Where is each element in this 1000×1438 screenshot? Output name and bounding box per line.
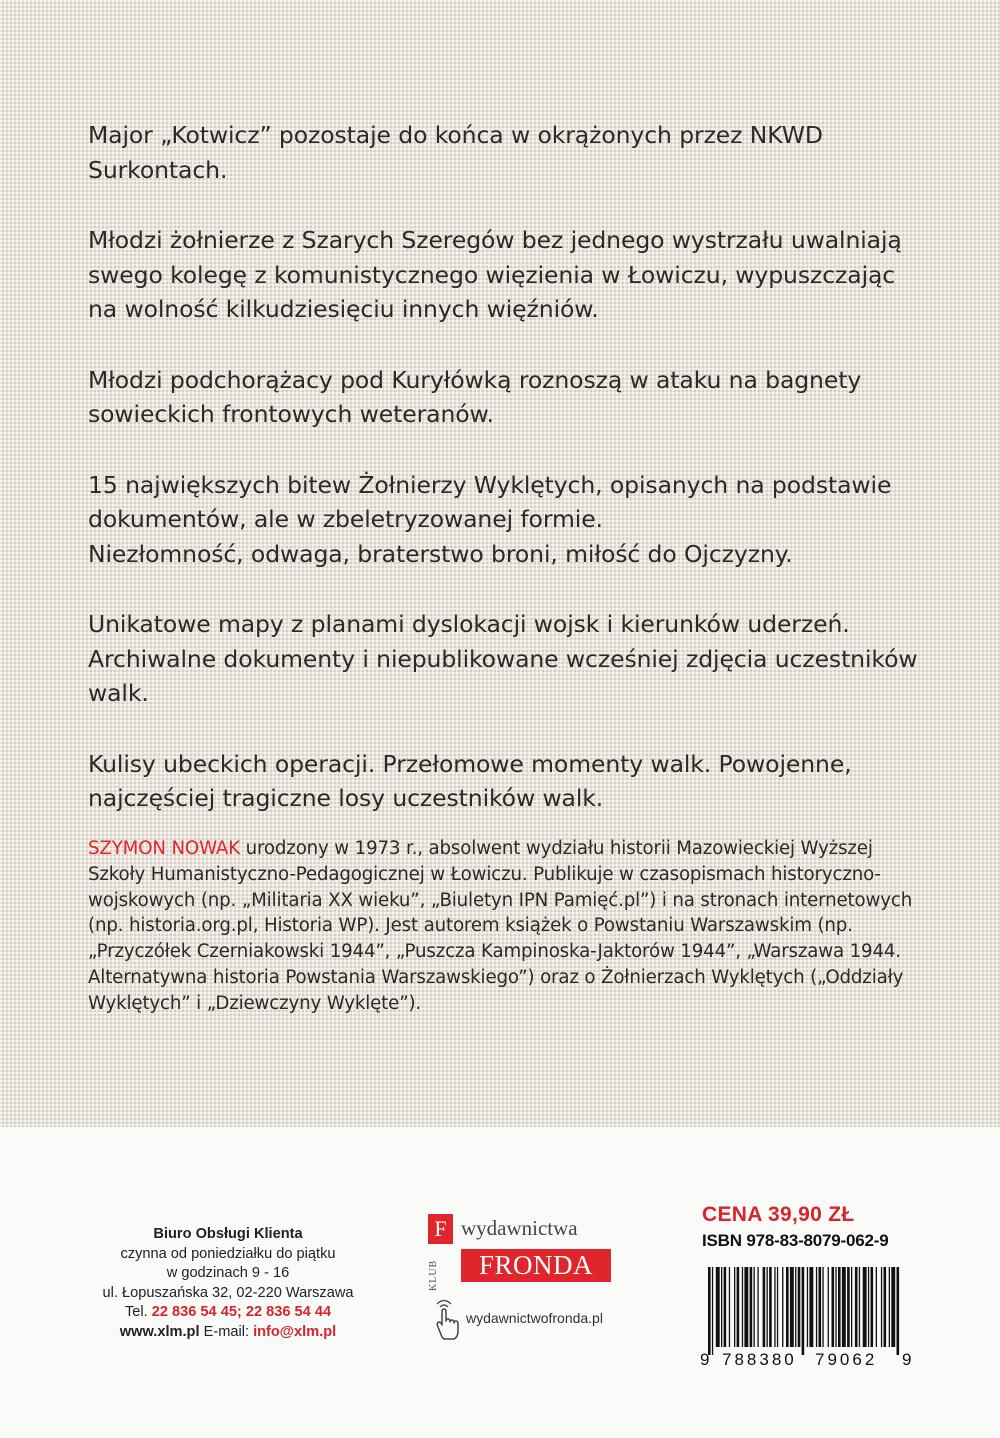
email-link[interactable]: info@xlm.pl	[253, 1323, 337, 1340]
barcode-bar	[855, 1267, 858, 1347]
barcode-bar	[891, 1267, 895, 1347]
blurb-paragraph: Młodzi podchorążacy pod Kuryłówką roznoszą w ataku na bagnety sowieckich frontowych weteranów.	[88, 365, 862, 428]
barcode-bar	[757, 1267, 758, 1347]
barcode-bar	[734, 1267, 735, 1347]
barcode-bar	[729, 1267, 730, 1347]
isbn-label: ISBN 978-83-8079-062-9	[702, 1231, 889, 1250]
publisher-logo	[420, 1205, 620, 1345]
barcode-bar	[790, 1267, 794, 1347]
barcode	[700, 1267, 920, 1375]
barcode-bar	[763, 1267, 766, 1347]
blurb-paragraph: Major „Kotwicz” pozostaje do końca w okrążonych przez NKWD Surkontach.	[88, 121, 823, 184]
barcode-bar	[832, 1267, 835, 1347]
blurb-paragraph	[88, 607, 918, 711]
barcode-bar	[863, 1267, 867, 1347]
barcode-bar	[897, 1267, 900, 1355]
email-label: E-mail:	[203, 1323, 249, 1340]
blurb-paragraph: Młodzi żołnierze z Szarych Szeregów bez jednego wystrzału uwalniają swego kolegę z komunistycznego więzienia w Łowiczu, wypuszczając na wolność kilkudziesięciu innych więźniów.	[88, 226, 902, 323]
logo-wydawnictwa: wydawnictwa	[461, 1216, 578, 1240]
barcode-bar	[884, 1267, 887, 1347]
phone-numbers: 22 836 54 45; 22 836 54 44	[151, 1304, 332, 1321]
barcode-bar	[847, 1267, 850, 1347]
blurb-line: 15 największych bitew Żołnierzy Wyklętych, opisanych na podstawie dokumentów, ale w zbeletryzowanej formie.	[88, 470, 892, 533]
customer-service-web	[78, 1323, 378, 1343]
barcode-digit-first: 9	[700, 1350, 710, 1369]
barcode-bar	[754, 1267, 755, 1347]
barcode-bar	[786, 1267, 789, 1347]
barcode-bar	[816, 1267, 817, 1347]
blurb-line: Archiwalne dokumenty i niepublikowane wcześniej zdjęcia uczestników walk.	[88, 644, 918, 707]
barcode-bar	[838, 1267, 841, 1347]
barcode-bar	[807, 1267, 808, 1347]
barcode-bar	[859, 1267, 860, 1347]
blurb-paragraph	[88, 468, 918, 572]
blurb-line: Unikatowe mapy z planami dyslokacji wojsk i kierunków uderzeń.	[88, 610, 850, 638]
blurb-paragraph: Kulisy ubeckich operacji. Przełomowe momenty walk. Powojenne, najczęściej tragiczne losy uczestników walk.	[88, 749, 852, 812]
barcode-bar	[774, 1267, 775, 1347]
barcode-bar	[819, 1267, 822, 1347]
barcode-digits-left: 788380	[722, 1350, 797, 1369]
barcode-bar	[750, 1267, 753, 1347]
price-block	[702, 1203, 922, 1251]
barcode-bar	[828, 1267, 829, 1347]
barcode-bar	[769, 1267, 772, 1347]
barcode-bar	[871, 1267, 874, 1347]
barcode-bar	[777, 1267, 778, 1347]
author-bio-text: urodzony w 1973 r., absolwent wydziału historii Mazowieckiej Wyższej Szkoły Humanistyczno-Pedagogicznej w Łowiczu. Publikuje w czasopismach historyczno-wojskowych (np. „Militaria XX wieku”, „Biuletyn IPN Pamięć.pl”) i na stronach internetowych (np. historia.org.pl, Historia WP). Jest autorem książek o Powstaniu Warszawskim (np. „Przyczółek Czerniakowski 1944”, „Puszcza Kampinoska-Jaktorów 1944”, „Warszawa 1944. Alternatywna historia Powstania Warszawskiego”) oraz o Żołnierzach Wyklętych („Oddziały Wyklętych” i „Dziewczyny Wyklęte”).	[88, 838, 913, 1014]
barcode-bar	[708, 1267, 711, 1355]
publisher-website[interactable]: wydawnictwofronda.pl	[466, 1310, 603, 1326]
logo-fronda: FRONDA	[461, 1249, 611, 1282]
barcode-bar	[737, 1267, 740, 1347]
blurb-line: Niezłomność, odwaga, braterstwo broni, miłość do Ojczyzny.	[88, 539, 793, 568]
price-label: CENA 39,90 ZŁ	[702, 1203, 855, 1226]
barcode-bar	[802, 1267, 805, 1355]
barcode-bar	[795, 1267, 796, 1347]
phone-label: Tel.	[124, 1304, 148, 1321]
logo-klub: KLUB	[428, 1259, 439, 1291]
logo-f-box: F	[428, 1214, 453, 1244]
barcode-digit-last: 9	[902, 1350, 912, 1369]
customer-service-info	[78, 1225, 378, 1343]
customer-service-hours: czynna od poniedziałku do piątku	[120, 1245, 336, 1262]
barcode-bar	[742, 1267, 743, 1347]
bottom-panel	[0, 1127, 1000, 1438]
barcode-bar	[842, 1267, 846, 1347]
barcode-bars	[708, 1267, 900, 1355]
barcode-bar	[716, 1267, 720, 1347]
barcode-bar	[809, 1267, 813, 1347]
barcode-bar	[782, 1267, 783, 1347]
barcode-bar	[712, 1267, 713, 1355]
barcode-bar	[881, 1267, 882, 1347]
customer-service-hours-time: w godzinach 9 - 16	[166, 1265, 290, 1282]
customer-service-phone	[78, 1303, 378, 1323]
author-name: SZYMON NOWAK	[88, 838, 240, 859]
barcode-bar	[724, 1267, 727, 1347]
pointing-hand-icon	[426, 1297, 462, 1341]
author-bio	[88, 836, 918, 1017]
barcode-bar	[876, 1267, 877, 1347]
barcode-digits-right: 79062	[815, 1350, 878, 1369]
barcode-bar	[744, 1267, 748, 1347]
blurb	[88, 118, 918, 816]
barcode-bar	[721, 1267, 722, 1347]
customer-service-title: Biuro Obsługi Klienta	[153, 1226, 303, 1242]
barcode-bar	[822, 1267, 823, 1347]
barcode-bar	[767, 1267, 768, 1347]
website-link[interactable]: www.xlm.pl	[119, 1323, 200, 1340]
barcode-bar	[835, 1267, 836, 1347]
barcode-bar	[798, 1267, 801, 1347]
barcode-bar	[868, 1267, 869, 1347]
barcode-bar	[851, 1267, 852, 1347]
customer-service-address: ul. Łopuszańska 32, 02-220 Warszawa	[102, 1284, 354, 1301]
barcode-bar	[889, 1267, 890, 1347]
